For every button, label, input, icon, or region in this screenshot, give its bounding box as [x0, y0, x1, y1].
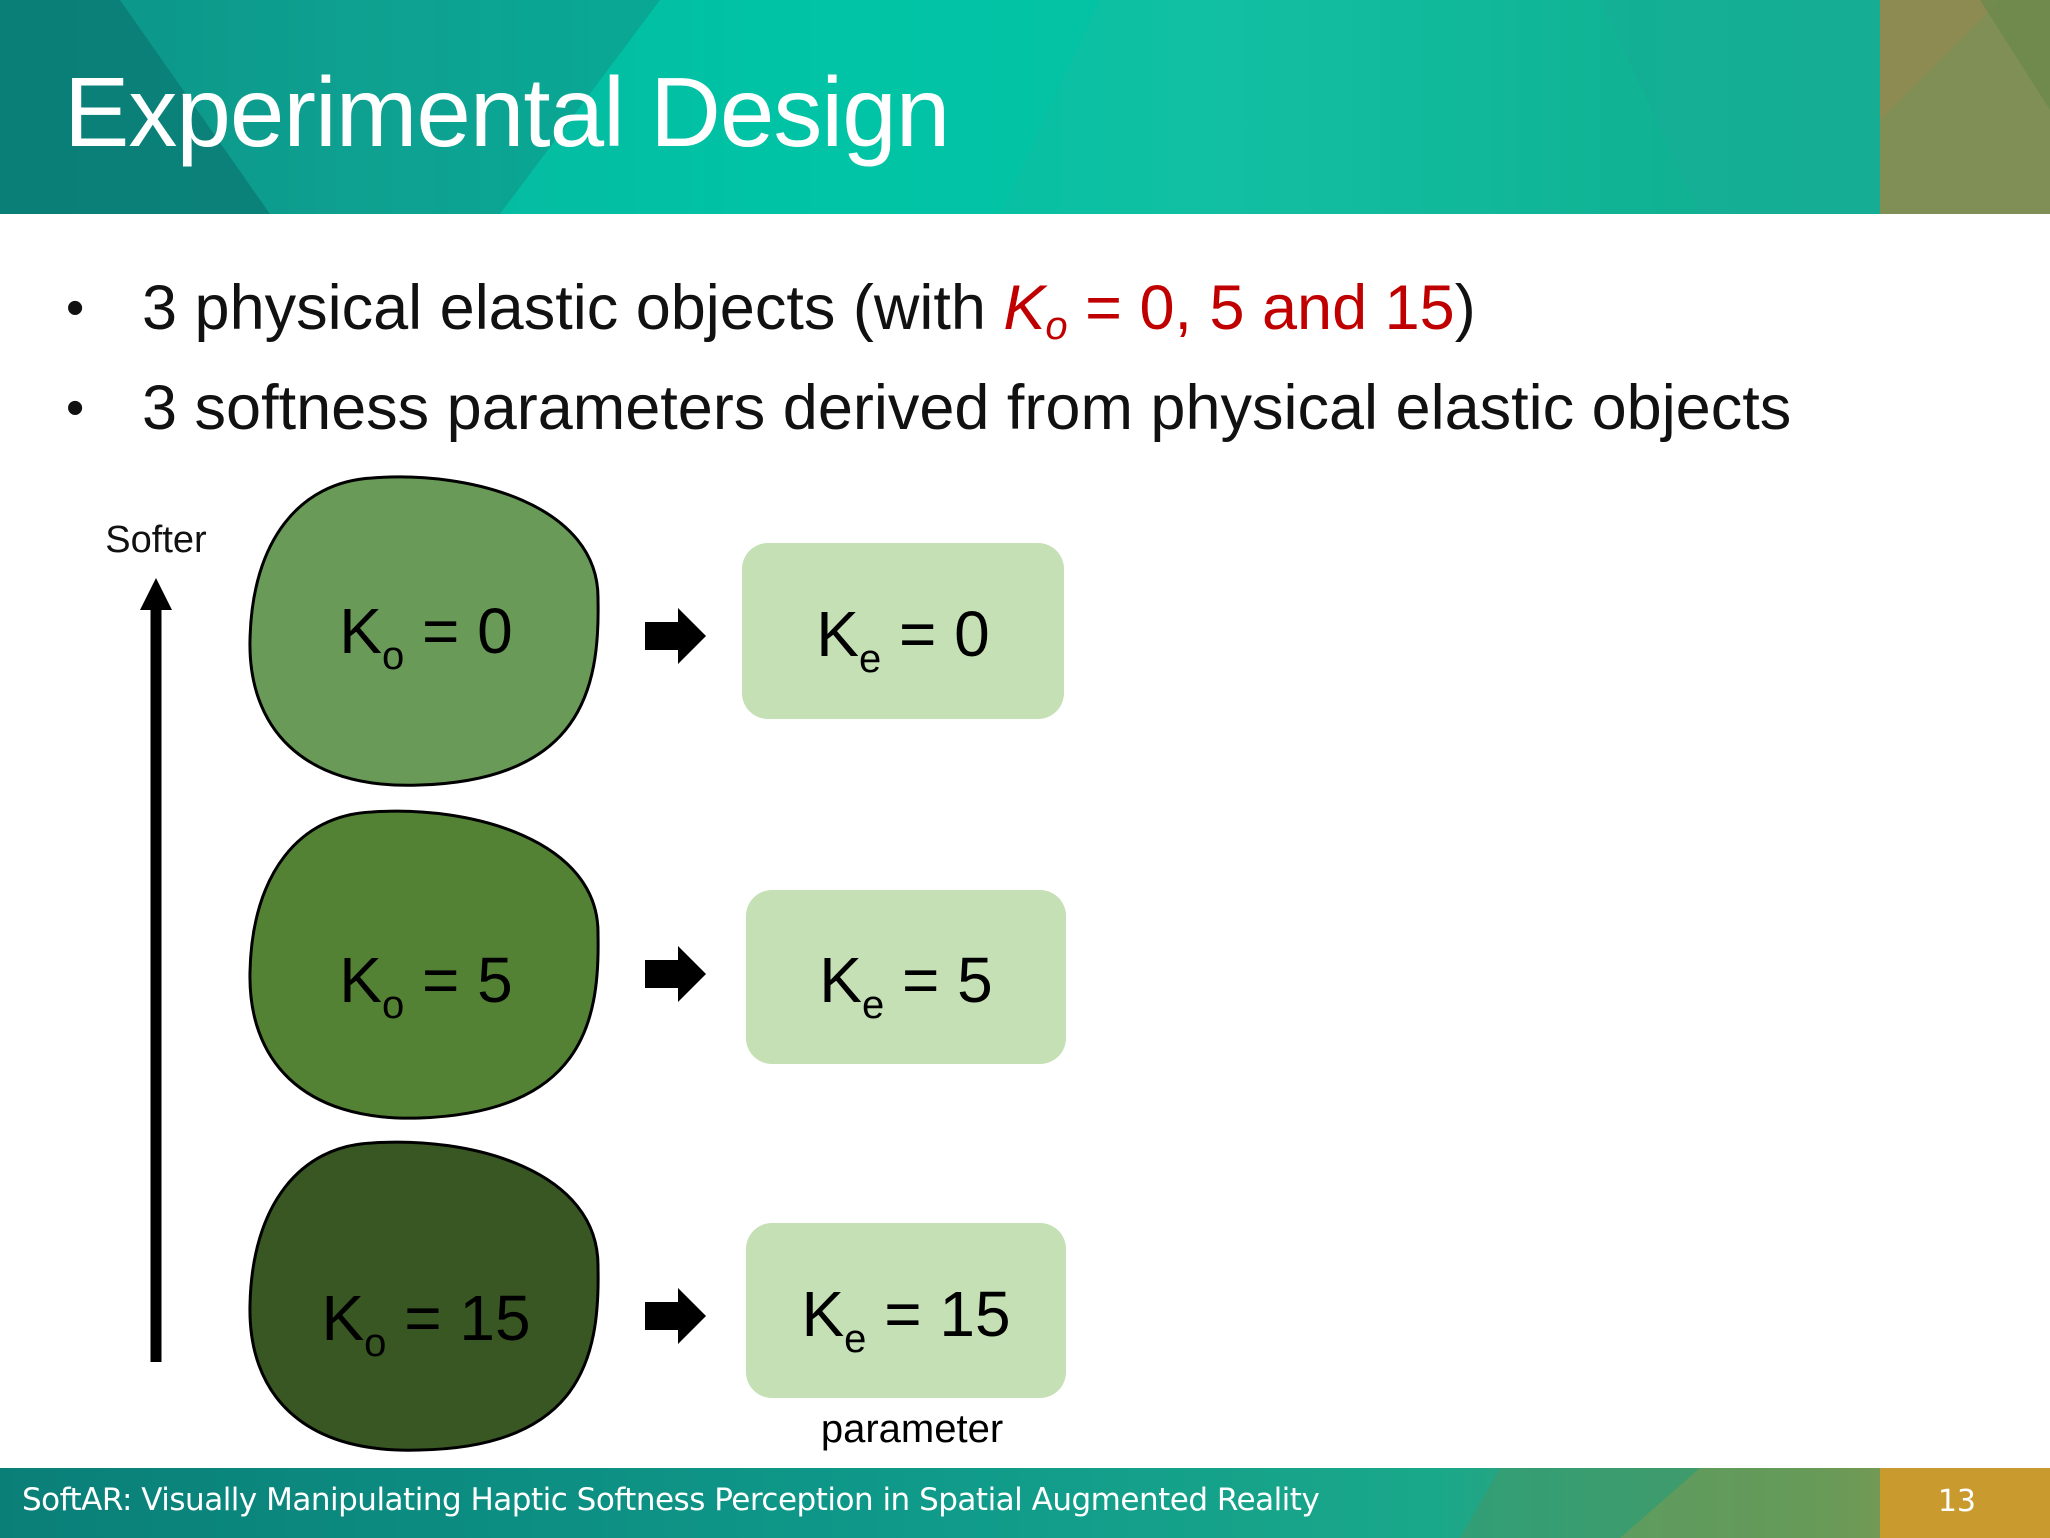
mapping-arrow-icon — [645, 1288, 706, 1344]
object-label-2: $K_o = 15$ — [321, 1282, 531, 1365]
object-label-0: $K_o = 0$ — [339, 595, 513, 678]
object-blob-1 — [250, 811, 598, 1118]
mapping-arrow-icon — [645, 946, 706, 1002]
object-blob-0 — [250, 477, 598, 785]
bullet-1-sub: o — [1045, 304, 1068, 348]
bullet-1-values: = 0, 5 and 15 — [1067, 273, 1455, 343]
parameter-label-0: $K_e = 0$ — [816, 598, 990, 681]
parameters-caption: parameter — [820, 1407, 1004, 1451]
object-label-1: $K_o = 5$ — [339, 944, 513, 1027]
footer-title: SoftAR: Visually Manipulating Haptic Softness Perception in Spatial Augmented Reality — [22, 1482, 1320, 1518]
bullet-1-var: K — [1003, 273, 1046, 343]
parameter-box-2 — [746, 1223, 1066, 1398]
parameter-box-0 — [742, 543, 1064, 719]
bullet-text-2: 3 softness parameters derived from physical elastic objects — [142, 373, 1792, 443]
bullet-dot-icon: • — [66, 279, 85, 337]
parameter-box-1 — [746, 890, 1066, 1064]
object-blob-2 — [250, 1142, 598, 1450]
parameter-label-2: $K_e = 15$ — [801, 1278, 1011, 1361]
parameter-label-1: $K_e = 5$ — [819, 944, 993, 1027]
softer-axis-arrowhead-icon — [140, 578, 172, 610]
bullet-1-prefix: 3 physical elastic objects (with — [142, 273, 1004, 343]
mapping-arrow-icon — [645, 608, 706, 664]
bullet-1-suffix: ) — [1454, 273, 1476, 343]
footer-bar — [0, 1468, 2050, 1538]
axis-label-softer: Softer — [105, 519, 207, 561]
slide-title: Experimental Design — [64, 57, 950, 167]
bullet-dot-icon: • — [66, 379, 85, 437]
page-number: 13 — [1937, 1484, 1976, 1519]
